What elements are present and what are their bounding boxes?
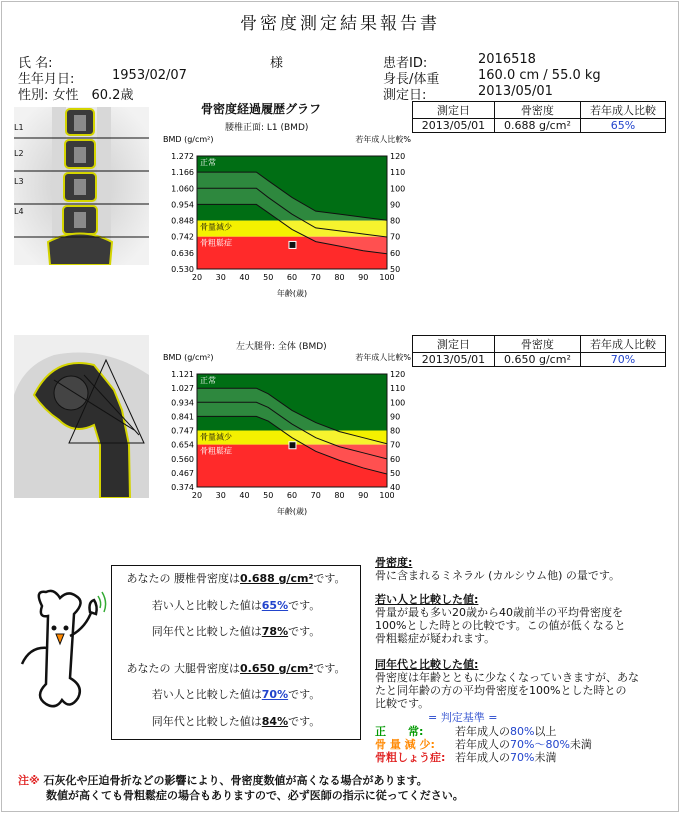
- patient-id-label: 患者ID:: [383, 56, 428, 71]
- measure-date-label: 測定日:: [383, 88, 427, 103]
- summary-text: 若い人と比較した値は: [151, 599, 262, 612]
- y2-tick-label: 100: [390, 184, 406, 194]
- y-tick-label: 0.934: [171, 398, 194, 408]
- summary-text: あなたの 大腿骨密度は: [126, 662, 241, 675]
- y2-tick-label: 90: [390, 200, 401, 210]
- x-axis-title: 年齢(歳): [276, 289, 308, 298]
- y-tick-label: 0.848: [171, 216, 194, 226]
- cell-yam: 70%: [580, 353, 665, 367]
- criteria-osteopenia-label: 骨 量 減 少:: [375, 738, 435, 751]
- y2-tick-label: 50: [390, 468, 401, 478]
- explain-age-heading: 同年代と比較した値:: [375, 658, 479, 671]
- criteria-normal: [375, 725, 556, 738]
- summary-text: です。: [313, 572, 346, 585]
- y2-tick-label: 60: [390, 454, 401, 464]
- header-date: 測定日: [413, 102, 495, 119]
- femur-result-table: [412, 335, 666, 367]
- x-tick-label: 100: [379, 273, 395, 282]
- femur-xray-image: [14, 335, 149, 498]
- summary-femur-yam-value: 70%: [261, 688, 289, 701]
- summary-femur-bmd: [112, 660, 360, 676]
- criteria-text: 未満: [534, 751, 557, 764]
- y2-tick-label: 100: [390, 398, 406, 408]
- y2-tick-label: 120: [390, 370, 406, 379]
- explain-age-text: 比較です。: [375, 697, 430, 710]
- zone-label: 骨粗鬆症: [200, 238, 232, 248]
- y-tick-label: 0.747: [171, 426, 194, 436]
- y-tick-label: 0.374: [171, 483, 194, 492]
- y2-tick-label: 110: [390, 168, 406, 178]
- lumbar-xray-image: [14, 107, 149, 265]
- summary-lumbar-yam: [112, 597, 360, 613]
- y2-tick-label: 70: [390, 440, 401, 450]
- summary-lumbar-yam-value: 65%: [261, 599, 289, 612]
- data-point: [289, 241, 296, 248]
- x-tick-label: 60: [286, 491, 298, 500]
- y2-tick-label: 40: [390, 483, 401, 492]
- y-tick-label: 1.121: [171, 370, 194, 379]
- y-tick-label: 0.467: [171, 468, 194, 478]
- x-tick-label: 30: [215, 491, 226, 500]
- summary-femur-age: [112, 713, 360, 729]
- y-tick-label: 0.530: [171, 265, 194, 274]
- y2-tick-label: 80: [390, 426, 401, 436]
- criteria-osteoporosis-value: 70%: [510, 751, 535, 764]
- x-axis-title: 年齢(歳): [276, 507, 308, 516]
- x-tick-label: 20: [191, 273, 203, 282]
- y2-tick-label: 50: [390, 265, 401, 274]
- y2-tick-label: 90: [390, 412, 401, 422]
- table-row: [413, 119, 666, 133]
- y-tick-label: 0.654: [171, 440, 194, 450]
- y2-tick-label: 70: [390, 232, 401, 242]
- zone-label: 骨粗鬆症: [200, 446, 232, 456]
- summary-femur-age-value: 84%: [261, 715, 289, 728]
- honorific: 様: [270, 56, 284, 71]
- criteria-text: 若年成人の: [455, 751, 510, 764]
- y-tick-label: 0.636: [171, 248, 194, 258]
- x-tick-label: 70: [310, 491, 321, 500]
- lumbar-bmd-chart: [163, 132, 413, 304]
- table-header-row: [413, 336, 666, 353]
- explain-yam-heading: 若い人と比較した値:: [375, 593, 479, 606]
- dob-value: 1953/02/07: [112, 68, 187, 83]
- explain-age: [375, 658, 639, 710]
- vertebra-label-l3: L3: [14, 177, 24, 186]
- footnote-mark: 注※: [18, 774, 40, 787]
- y-tick-label: 1.060: [171, 184, 194, 194]
- zone-label: 骨量減少: [200, 432, 232, 442]
- summary-text: です。: [288, 715, 321, 728]
- criteria-heading: = 判定基準 =: [428, 711, 498, 724]
- summary-lumbar-age: [112, 623, 360, 639]
- y-tick-label: 1.027: [171, 384, 194, 394]
- explain-age-text: たと同年齢の方の平均骨密度を100%とした時との: [375, 684, 627, 697]
- explain-bmd: [375, 556, 620, 582]
- y2-tick-label: 80: [390, 216, 401, 226]
- criteria-text: 以上: [534, 725, 557, 738]
- criteria-normal-value: 80%: [510, 725, 535, 738]
- zone-label: 正常: [200, 158, 216, 167]
- dob-label: 生年月日:: [18, 72, 75, 87]
- y2-tick-label: 60: [390, 248, 401, 258]
- y2-axis-title: 若年成人比較%: [355, 353, 411, 362]
- x-tick-label: 80: [334, 491, 345, 500]
- lumbar-chart-title: 骨密度経過履歴グラフ: [201, 102, 322, 116]
- y-tick-label: 0.954: [171, 200, 194, 210]
- y-tick-label: 0.560: [171, 454, 194, 464]
- y-tick-label: 1.272: [171, 152, 194, 161]
- x-tick-label: 20: [191, 491, 203, 500]
- table-row: [413, 353, 666, 367]
- explain-bmd-text: 骨に含まれるミネラル (カルシウム他) の量です。: [375, 569, 620, 582]
- data-point: [289, 442, 296, 449]
- x-tick-label: 80: [334, 273, 345, 282]
- explain-yam-text: 100%とした時との比較です。この値が低くなると: [375, 619, 626, 632]
- header-bmd: 骨密度: [494, 102, 580, 119]
- x-tick-label: 90: [358, 491, 369, 500]
- zone-label: 骨量減少: [200, 222, 232, 232]
- y-axis-title: BMD (g/cm²): [163, 135, 214, 144]
- x-tick-label: 30: [215, 273, 226, 282]
- patient-id-value: 2016518: [478, 52, 536, 67]
- summary-femur-yam: [112, 686, 360, 702]
- y2-axis-title: 若年成人比較%: [355, 135, 411, 144]
- criteria-normal-label: 正 常:: [375, 725, 424, 738]
- y2-tick-label: 120: [390, 152, 406, 161]
- summary-text: です。: [288, 625, 321, 638]
- zone-label: 正常: [200, 376, 216, 385]
- cell-date: 2013/05/01: [413, 119, 495, 133]
- report-title: 骨密度測定結果報告書: [240, 14, 440, 34]
- x-tick-label: 50: [263, 491, 274, 500]
- explain-yam-text: 骨粗鬆症が疑われます。: [375, 632, 496, 645]
- x-tick-label: 40: [239, 491, 250, 500]
- cell-bmd: 0.650 g/cm²: [494, 353, 580, 367]
- footnote: [18, 773, 464, 803]
- height-weight-label: 身長/体重: [383, 72, 440, 87]
- y-tick-label: 0.841: [171, 412, 194, 422]
- y-tick-label: 0.742: [171, 232, 194, 242]
- summary-text: 同年代と比較した値は: [151, 625, 262, 638]
- cell-bmd: 0.688 g/cm²: [494, 119, 580, 133]
- summary-text: 若い人と比較した値は: [151, 688, 262, 701]
- summary-text: です。: [313, 662, 346, 675]
- height-weight-value: 160.0 cm / 55.0 kg: [478, 68, 601, 83]
- summary-text: です。: [288, 599, 321, 612]
- summary-lumbar-bmd-value: 0.688 g/cm²: [240, 572, 314, 585]
- femur-bmd-chart: [163, 350, 413, 522]
- x-tick-label: 70: [310, 273, 321, 282]
- y2-tick-label: 110: [390, 384, 406, 394]
- criteria-text: 若年成人の: [455, 725, 510, 738]
- explain-age-text: 骨密度は年齢とともに少なくなっていきますが、あな: [375, 671, 639, 684]
- name-label: 氏 名:: [18, 56, 53, 71]
- summary-text: あなたの 腰椎骨密度は: [126, 572, 241, 585]
- header-yam: 若年成人比較: [580, 102, 665, 119]
- x-tick-label: 90: [358, 273, 369, 282]
- footnote-line: 数値が高くても骨粗鬆症の場合もありますので、必ず医師の指示に従ってください。: [46, 789, 464, 802]
- explain-yam-text: 骨量が最も多い20歳から40歳前半の平均骨密度を: [375, 606, 623, 619]
- table-header-row: [413, 102, 666, 119]
- cell-date: 2013/05/01: [413, 353, 495, 367]
- summary-text: 同年代と比較した値は: [151, 715, 262, 728]
- criteria-osteopenia-value: 70%～80%: [510, 738, 570, 751]
- x-tick-label: 50: [263, 273, 274, 282]
- summary-femur-bmd-value: 0.650 g/cm²: [240, 662, 314, 675]
- x-tick-label: 40: [239, 273, 250, 282]
- criteria-osteoporosis: [375, 751, 556, 764]
- measure-date-value: 2013/05/01: [478, 84, 553, 99]
- explain-bmd-heading: 骨密度:: [375, 556, 413, 569]
- criteria-text: 若年成人の: [455, 738, 510, 751]
- summary-lumbar-age-value: 78%: [261, 625, 289, 638]
- header-bmd: 骨密度: [494, 336, 580, 353]
- criteria-osteopenia: [375, 738, 592, 751]
- vertebra-label-l4: L4: [14, 207, 24, 216]
- summary-lumbar-bmd: [112, 570, 360, 586]
- sex-age: 性別: 女性 60.2歳: [18, 88, 134, 103]
- header-yam: 若年成人比較: [580, 336, 665, 353]
- header-date: 測定日: [413, 336, 495, 353]
- footnote-line: 石灰化や圧迫骨折などの影響により、骨密度数値が高くなる場合があります。: [43, 774, 428, 787]
- lumbar-result-table: [412, 101, 666, 133]
- summary-box: [111, 565, 361, 740]
- y-tick-label: 1.166: [171, 168, 194, 178]
- femur-region-label: 左大腿骨: 全体 (BMD): [236, 342, 327, 352]
- vertebra-label-l2: L2: [14, 149, 24, 158]
- x-tick-label: 60: [286, 273, 298, 282]
- criteria-osteoporosis-label: 骨粗しょう症:: [375, 751, 446, 764]
- explain-yam: [375, 593, 626, 645]
- bone-mascot-illustration: [12, 588, 108, 710]
- y-axis-title: BMD (g/cm²): [163, 353, 214, 362]
- cell-yam: 65%: [580, 119, 665, 133]
- lumbar-region-label: 腰椎正面: L1 (BMD): [225, 123, 309, 133]
- criteria-text: 未満: [569, 738, 592, 751]
- x-tick-label: 100: [379, 491, 395, 500]
- vertebra-label-l1: L1: [14, 123, 24, 132]
- summary-text: です。: [288, 688, 321, 701]
